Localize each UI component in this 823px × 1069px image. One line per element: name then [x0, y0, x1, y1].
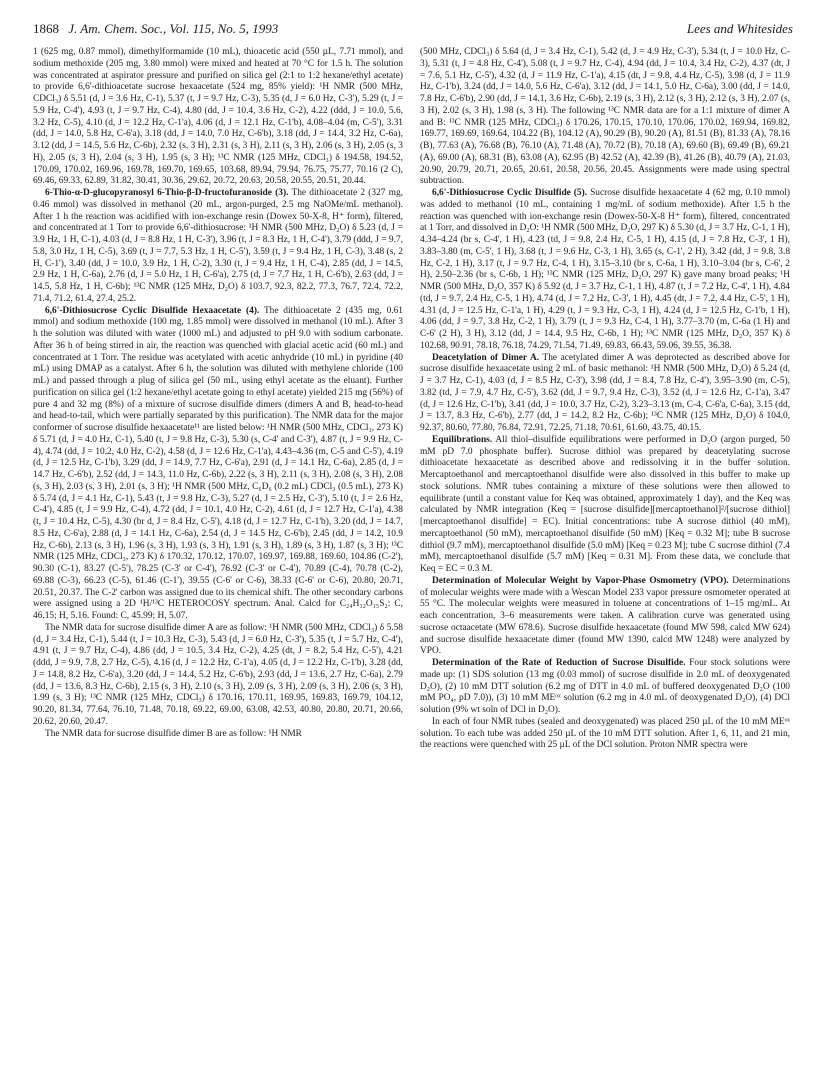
paragraph-text: The NMR data for sucrose disulfide dimer A are as follow: ¹H NMR (500 MHz, CDCl₃) δ 5.58 (d, J = 3.4 Hz, C-1), 5.44 (t, J = 10.3 Hz, C-3), 5.43 (d, J = 6.0 Hz, C-3'), 5.35 (t, J = 5.7 Hz, C-4'), 4.91 (t, J = 9.7 Hz, C-4), 4.86 (dd, J = 10.5, 3.4 Hz, C-2), 4.25 (dt, J = 8.2, 5.4 Hz, C-5'), 4.21 (ddd, J = 9.9, 7.8, 2.7 Hz, C-5), 4.16 (d, J = 12.2 Hz, C-1'a), 4.05 (d, J = 12.2 Hz, C-1'b), 3.28 (dd, J = 14.8, 8.2 Hz, C-6'a), 3.20 (dd, J = 14.4, 5.2 Hz, C-6'b), 2.93 (dd, J = 13.6, 2.7 Hz, C-6a), 2.79 (dd, J = 13.6, 8.3 Hz, C-6b), 2.15 (s, 3 H), 2.10 (s, 3 H), 2.09 (s, 3 H), 2.09 (s, 3 H), 2.06 (s, 3 H), 1.99 (s, 3 H); ¹³C NMR (125 MHz, CDCl₃) δ 170.16, 170.11, 169.95, 169.83, 169.79, 104.12, 90.20, 81.34, 77.64, 76.10, 71.48, 70.18, 69.22, 69.00, 63.08, 42.53, 40.80, 20.80, 20.71, 20.66, 20.62, 20.60, 20.47. [33, 622, 403, 727]
paragraph-title: Determination of the Rate of Reduction of Sucrose Disulfide. [432, 658, 686, 668]
paragraph [33, 623, 403, 729]
page-header [33, 20, 793, 38]
paragraph-text: The dithioacetate 2 (327 mg, 0.46 mmol) was dissolved in methanol (20 mL, argon-purged, 2.5 mg NaOMe/mL methanol). After 1 h the reaction was acidified with ion-exchange resin (Dowex 50-X-8, H⁺ form), filtered, and concentrated at 1 Torr to provide 6,6'-dithiosucrose: ¹H NMR (500 MHz, D₂O) δ 5.23 (d, J = 3.9 Hz, 1 H, C-1), 4.03 (d, J = 8.8 Hz, 1 H, C-3'), 3.96 (t, J = 8.3 Hz, 1 H, C-4'), 3.79 (ddd, J = 9.7, 5.8, 3.0 Hz, 1 H, C-5), 3.69 (t, J = 7.7, 5.3 Hz, 1 H, C-5'), 3.59 (t, J = 9.4 Hz, 1 H, C-3), 3.48 (s, 2 H, C-1'), 3.40 (dd, J = 10.0, 3.9 Hz, 1 H, C-2), 3.30 (t, J = 9.4 Hz, 1 H, C-4), 2.85 (dd, J = 14.5, 2.9 Hz, 1 H, C-6a), 2.76 (d, J = 5.0 Hz, 1 H, C-6'a), 2.75 (d, J = 7.7 Hz, 1 H, C-6'b), 2.63 (dd, J = 14.5, 5.8 Hz, 1 H, C-6b); ¹³C NMR (125 MHz, D₂O) δ 103.7, 92.3, 82.2, 77.3, 76.7, 72.4, 72.2, 71.4, 71.2, 61.4, 27.4, 25.2. [33, 188, 403, 304]
paragraph-text: Sucrose disulfide hexaacetate 4 (62 mg, 0.10 mmol) was added to methanol (10 mL, containing 1 mg/mL of sodium methoxide). After 1.5 h the reaction was quenched with ion-exchange resin (Dowex-50-X-8 H⁺ form), filtered, concentrated at 1 Torr, and dissolved in D₂O: ¹H NMR (500 MHz, D₂O, 297 K) δ 5.30 (d, J = 3.7 Hz, C-1, 1 H), 4.34–4.24 (br s, C-4', 1 H), 4.23 (td, J = 9.8, 2.4 Hz, C-5, 1 H), 4.15 (d, J = 7.8 Hz, C-3', 1 H), 3.83–3.80 (m, C-5', 1 H), 3.68 (t, J = 9.6 Hz, C-3, 1 H), 3.65 (s, C-1', 2 H), 3.42 (dd, J = 9.8, 3.8 Hz, C-2, 1 H), 3.17 (t, J = 9.7 Hz, C-4, 1 H), 3.15–3.10 (br s, C-6a, 1 H), 3.10–3.04 (br s, C-6', 2 H), 2.50–2.36 (br s, C-6b, 1 H); ¹³C NMR (125 MHz, D₂O, 297 K) gave many broad peaks; ¹H NMR (500 MHz, D₂O, 357 K) δ 5.92 (d, J = 3.7 Hz, C-1, 1 H), 4.87 (t, J = 7.2 Hz, C-4', 1 H), 4.84 (td, J = 9.7, 2.4 Hz, C-5, 1 H), 4.74 (d, J = 7.2 Hz, C-3', 1 H), 4.45 (dt, J = 7.2, 4.4 Hz, C-5', 1 H), 4.31 (d, J = 12.5 Hz, C-1'a, 1 H), 4.29 (t, J = 9.3 Hz, C-3, 1 H), 4.24 (d, J = 12.5 Hz, C-1'b, 1 H), 4.06 (dd, J = 9.7, 3.8 Hz, C-2, 1 H), 3.79 (t, J = 9.3 Hz, C-4, 1 H), 3.77–3.70 (m, C-6a (1 H) and C-6' (2 H), 3 H), 3.12 (dd, J = 14.4, 9.5 Hz, C-6b, 1 H); ¹³C NMR (125 MHz, D₂O, 357 K) δ 102.68, 90.91, 78.18, 76.18, 74.29, 71.54, 71.49, 69.83, 66.43, 59.06, 39.55, 36.38. [420, 188, 790, 351]
paragraph [420, 353, 790, 435]
paragraph-text: 1 (625 mg, 0.87 mmol), dimethylformamide (10 mL), thioacetic acid (550 µL, 7.71 mmol), and sodium methoxide (205 mg, 3.80 mmol) were mixed and heated at 70 °C for 1.5 h. The solution was concentrated at aspirator pressure and purified on silica gel (2:1 to 1:2 hexane/ethyl acetate) to provide 6,6'-dithioacetate sucrose hexaacetate (524 mg, 85% yield): ¹H NMR (500 MHz, CDCl₃) δ 5.51 (d, J = 3.6 Hz, C-1), 5.37 (t, J = 9.7 Hz, C-3), 5.35 (d, J = 6.0 Hz, C-3'), 5.29 (t, J = 5.9 Hz, C-4'), 4.93 (t, J = 9.7 Hz, C-4), 4.80 (dd, J = 10.4, 3.6 Hz, C-2), 4.22 (ddd, J = 10.0, 5.6, 3.2 Hz, C-5), 4.10 (d, J = 12.2 Hz, C-1'a), 4.06 (d, J = 12.1 Hz, C-1'b), 4.08–4.04 (m, C-5'), 3.31 (dd, J = 14.0, 5.8 Hz, C-6'a), 3.18 (dd, J = 14.0, 7.0 Hz, C-6'b), 3.18 (dd, J = 14.4, 3.2 Hz, C-6a), 3.12 (dd, J = 14.5, 5.6 Hz, C-6b), 2.32 (s, 3 H), 2.31 (s, 3 H), 2.11 (s, 3 H), 2.06 (s, 3 H), 2.05 (s, 3 H), 2.05 (s, 3 H), 2.04 (s, 3 H), 1.95 (s, 3 H); ¹³C NMR (125 MHz, CDCl₃) δ 194.58, 194.52, 170.09, 170.02, 169.96, 169.78, 169.70, 169.65, 103.68, 89.94, 79.94, 76.75, 75.77, 70.16 (2 C), 69.46, 69.33, 62.89, 31.82, 30.41, 30.36, 29.62, 20.72, 20.63, 20.58, 20.55, 20.51, 20.44. [33, 47, 403, 187]
paragraph-text: The NMR data for sucrose disulfide dimer B are as follow: ¹H NMR [45, 728, 302, 739]
paragraph [33, 47, 403, 188]
paragraph [420, 435, 790, 576]
paragraph-title: 6,6'-Dithiosucrose Cyclic Disulfide Hexaacetate (4). [45, 305, 260, 316]
journal-citation: J. Am. Chem. Soc., Vol. 115, No. 5, 1993 [68, 21, 279, 36]
header-authors: Lees and Whitesides [686, 21, 793, 36]
paragraph-text: Determinations of molecular weights were made with a Wescan Model 233 vapor pressure osmometer operated at 55 °C. The molecular weights were measured in toluene at concentrations of 1–15 mg/mL. At each concentration, 3–6 measurements were taken. A calibration curve was generated using sucrose octaacetate (MW 678.6). Sucrose disulfide hexaacetate (found MW 598, calcd MW 624) and sucrose disulfide hexaacetate dimer (found MW 1390, calcd MW 1248) were analyzed by VPO. [420, 575, 790, 657]
paragraph-title: 6-Thio-α-D-glucopyranosyl 6-Thio-β-D-fructofuranoside (3). [45, 188, 289, 198]
paragraph [33, 188, 403, 306]
page-number: 1868 [33, 21, 59, 36]
paragraph [420, 188, 790, 353]
paragraph [33, 729, 403, 741]
paragraph-title: Equilibrations. [432, 434, 493, 445]
paragraph-text: Four stock solutions were made up: (1) SDS solution (13 mg (0.03 mmol) of sucrose disulfide in 2.0 mL of deoxygenated D₂O), (2) 10 mM DTT solution (6.2 mg of DTT in 4.0 mL of buffered deoxygenated D₂O (100 mM PO₄, pD 7.0)), (3) 10 mM MEᵒˣ solution (6.2 mg in 4.0 mL of deoxygenated D₂O), (4) DCl solution (9% wt soln of DCl in D₂O). [420, 658, 790, 715]
paragraph-text: The dithioacetate 2 (435 mg, 0.61 mmol) and sodium methoxide (100 mg, 1.85 mmol) were dissolved in methanol (10 mL). After 3 h the solution was diluted with water (1000 mL) and adjusted to pH 9.0 with sodium carbonate. After 36 h of being stirred in air, the reaction was quenched with glacial acetic acid (60 mL) and concentrated at 1 Torr. The residue was acetylated with acetic anhydride (10 mL) in pyridine (40 mL) using DMAP as a catalyst. After 6 h, the solution was diluted with methylene chloride (100 mL) and passed through a plug of silica gel (50 mL, using ethyl acetate as the eluant). Further purification on silica gel (1:2 hexane/ethyl acetate going to ethyl acetate) yielded 215 mg (56%) of pure 4 and 32 mg (8%) of a mixture of sucrose disulfide dimers (dimers A and B, head-to-head and head-to-tail, which were partially separated by this purification). The NMR data for the major conformer of sucrose disulfide hexaacetate¹¹ are listed below: ¹H NMR (500 MHz, CDCl₃, 273 K) δ 5.71 (d, J = 4.0 Hz, C-1), 5.40 (t, J = 9.8 Hz, C-3), 5.30 (s, C-4' and C-3'), 4.87 (t, J = 9.9 Hz, C-4), 4.74 (dd, J = 10.2, 4.0 Hz, C-2), 4.58 (d, J = 12.6 Hz, C-1'a), 4.43–4.36 (m, C-5 and C-5'), 4.19 (d, J = 12.5 Hz, C-1'b), 3.29 (dd, J = 14.9, 7.7 Hz, C-6'a), 2.91 (d, J = 14.1 Hz, C-6a), 2.85 (d, J = 14.7 Hz, C-6'b), 2.52 (dd, J = 14.3, 11.0 Hz, C-6b), 2.22 (s, 3 H), 2.11 (s, 3 H), 2.08 (s, 3 H), 2.08 (s, 3 H), 2.03 (s, 3 H), 2.01 (s, 3 H); ¹H NMR (500 MHz, C₆D₆ (0.2 mL) CDCl₃ (0.5 mL), 273 K) δ 5.74 (d, J = 4.1 Hz, C-1), 5.43 (t, J = 9.8 Hz, C-3), 5.27 (d, J = 2.5 Hz, C-3'), 5.10 (t, J = 2.6 Hz, C-4'), 4.85 (t, J = 9.9 Hz, C-4), 4.72 (dd, J = 10.1, 4.0 Hz, C-2), 4.61 (d, J = 12.7 Hz, C-1'a), 4.38 (t, J = 10.4 Hz, C-5), 4.30 (br d, J = 8.4 Hz, C-5'), 4.18 (d, J = 12.7 Hz, C-1'b), 3.20 (dd, J = 14.7, 8.5 Hz, C-6'a), 2.88 (d, J = 14.1 Hz, C-6a), 2.54 (d, J = 14.5 Hz, C-6'b), 2.45 (dd, J = 14.2, 10.9 Hz, C-6b), 2.13 (s, 3 H), 1.96 (s, 3 H), 1.93 (s, 3 H), 1.91 (s, 3 H), 1.89 (s, 3 H), 1.87 (s, 3 H); ¹³C NMR (125 MHz, CDCl₃, 273 K) δ 170.32, 170.12, 170.07, 169.97, 169.88, 169.60, 104.86 (C-2'), 90.30 (C-1), 83.27 (C-5'), 78.25 (C-3' or C-4'), 76.92 (C-3' or C-4'), 70.89 (C-4), 70.78 (C-2), 69.88 (C-3), 66.23 (C-5), 61.46 (C-1'), 39.55 (C-6' or C-6), 38.33 (C-6' or C-6), 20.80, 20.71, 20.51, 20.37. The C-2' carbon was assigned due to its chemical shift. The other secondary carbons were assigned using a 2D ¹H/¹³C HETEROCOSY spectrum. Anal. Calcd for C₂₄H₃₂O₁₅S₂: C, 46.15; H, 5.16. Found: C, 45.99; H, 5.07. [33, 305, 403, 621]
paragraph [420, 47, 790, 188]
paragraph-text: (500 MHz, CDCl₃) δ 5.64 (d, J = 3.4 Hz, C-1), 5.42 (d, J = 4.9 Hz, C-3'), 5.34 (t, J = 10.0 Hz, C-3), 5.31 (t, J = 4.8 Hz, C-4'), 5.08 (t, J = 9.7 Hz, C-4), 4.94 (dd, J = 10.4, 3.4 Hz, C-2), 4.37 (dt, J = 7.6, 5.1 Hz, C-5'), 4.32 (d, J = 11.9 Hz, C-1'a), 4.15 (dt, J = 9.8, 4.4 Hz, C-5), 3.98 (d, J = 11.9 Hz, C-1'b), 3.24 (dd, J = 14.0, 5.6 Hz, C-6'a), 3.12 (dd, J = 14.1, 5.0 Hz, C-6a), 3.00 (dd, J = 14.0, 7.8 Hz, C-6'b), 2.90 (dd, J = 14.1, 3.6 Hz, C-6b), 2.19 (s, 3 H), 2.12 (s, 3 H), 2.12 (s, 3 H), 2.07 (s, 3 H), 2.02 (s, 3 H), 1.98 (s, 3 H). The following ¹³C NMR data are for a 1:1 mixture of dimer A and B: ¹³C NMR (125 MHz, CDCl₃) δ 170.26, 170.15, 170.10, 170.06, 170.02, 169.94, 169.82, 169.77, 169.69, 169.64, 104.22 (B), 104.12 (A), 90.29 (B), 90.20 (A), 81.51 (B), 81.33 (A), 78.16 (B), 77.63 (A), 76.68 (B), 76.10 (A), 71.48 (A), 70.72 (B), 70.18 (A), 69.60 (B), 69.49 (B), 69.21 (A), 69.00 (A), 68.31 (B), 63.08 (A), 62.95 (B) 42.52 (A), 42.39 (B), 41.26 (B), 40.79 (A), 21.03, 20.90, 20.79, 20.71, 20.65, 20.61, 20.58, 20.56, 20.45. Assignments were made using spectral subtraction. [420, 47, 790, 187]
header-left [33, 20, 278, 38]
paragraph [420, 717, 790, 752]
left-column [33, 47, 403, 1057]
paragraph [420, 658, 790, 717]
paragraph-title: Deacetylation of Dimer A. [432, 352, 540, 363]
paragraph-text: In each of four NMR tubes (sealed and deoxygenated) was placed 250 µL of the 10 mM MEᵒˣ solution. To each tube was added 250 µL of the 10 mM DTT solution. After 1, 6, 11, and 21 min, the reactions were quenched with 25 µL of the DCl solution. Proton NMR spectra were [420, 716, 790, 751]
paragraph [33, 306, 403, 623]
paragraph-title: 6,6'-Dithiosucrose Cyclic Disulfide (5). [432, 188, 588, 198]
paragraph-title: Determination of Molecular Weight by Vapor-Phase Osmometry (VPO). [432, 575, 729, 586]
paragraph-text: The acetylated dimer A was deprotected as described above for sucrose disulfide hexaacetate using 2 mL of basic methanol: ¹H NMR (500 MHz, D₂O) δ 5.24 (d, J = 3.7 Hz, C-1), 4.03 (d, J = 8.5 Hz, C-3'), 3.98 (dd, J = 8.4, 7.8 Hz, C-4'), 3.95–3.90 (m, C-5), 3.82 (td, J = 7.9, 4.7 Hz, C-5'), 3.62 (dd, J = 9.7, 9.4 Hz, C-3), 3.52 (d, J = 12.6 Hz, C-1'a), 3.47 (d, J = 12.6 Hz, C-1'b), 3.41 (dd, J = 10.0, 3.7 Hz, C-2), 3.23–3.13 (m, C-4, C-6'a, C-6a), 3.15 (dd, J = 13.7, 8.3 Hz, C-6'b), 2.77 (dd, J = 14.2, 8.2 Hz, C-6b); ¹³C NMR (125 MHz, D₂O) δ 104.0, 92.37, 80.60, 77.80, 76.84, 72.91, 72.25, 71.18, 70.61, 61.60, 43.75, 40.15. [420, 352, 790, 433]
paragraph-text: All thiol–disulfide equilibrations were performed in D₂O (argon purged, 50 mM pD 7.0 phosphate buffer). Sucrose dithiol was prepared by deacetylating sucrose dithioacetate hexaacetate as described above and redissolving it in the buffer solution. Mercaptoethanol and mercaptoethanol disulfide were also dissolved in this buffer to make up stock solutions. NMR tubes containing a mixture of these solutions were then allowed to equilibrate (until a constant value for Keq was obtained, approximately 1 day), and the Keq was calculated by NMR integration (Keq = [sucrose disulfide][mercaptoethanol]²/[sucrose dithiol][mercaptoethanol disulfide] = EC). Initial concentrations: tube A sucrose dithiol (40 mM), mercaptoethanol (50 mM), mercaptoethanol disulfide (50 mM) [Keq = 0.32 M]; tube B sucrose dithiol (9.7 mM), mercaptoethanol disulfide (5.0 mM) [Keq = 0.23 M]; tube C sucrose dithiol (7.4 mM), mercaptoethanol disulfide (5.7 mM) [Keq = 0.31 M]. From these data, we conclude that Keq = EC = 0.3 M. [420, 434, 790, 574]
right-column [420, 47, 790, 1057]
paragraph [420, 576, 790, 658]
